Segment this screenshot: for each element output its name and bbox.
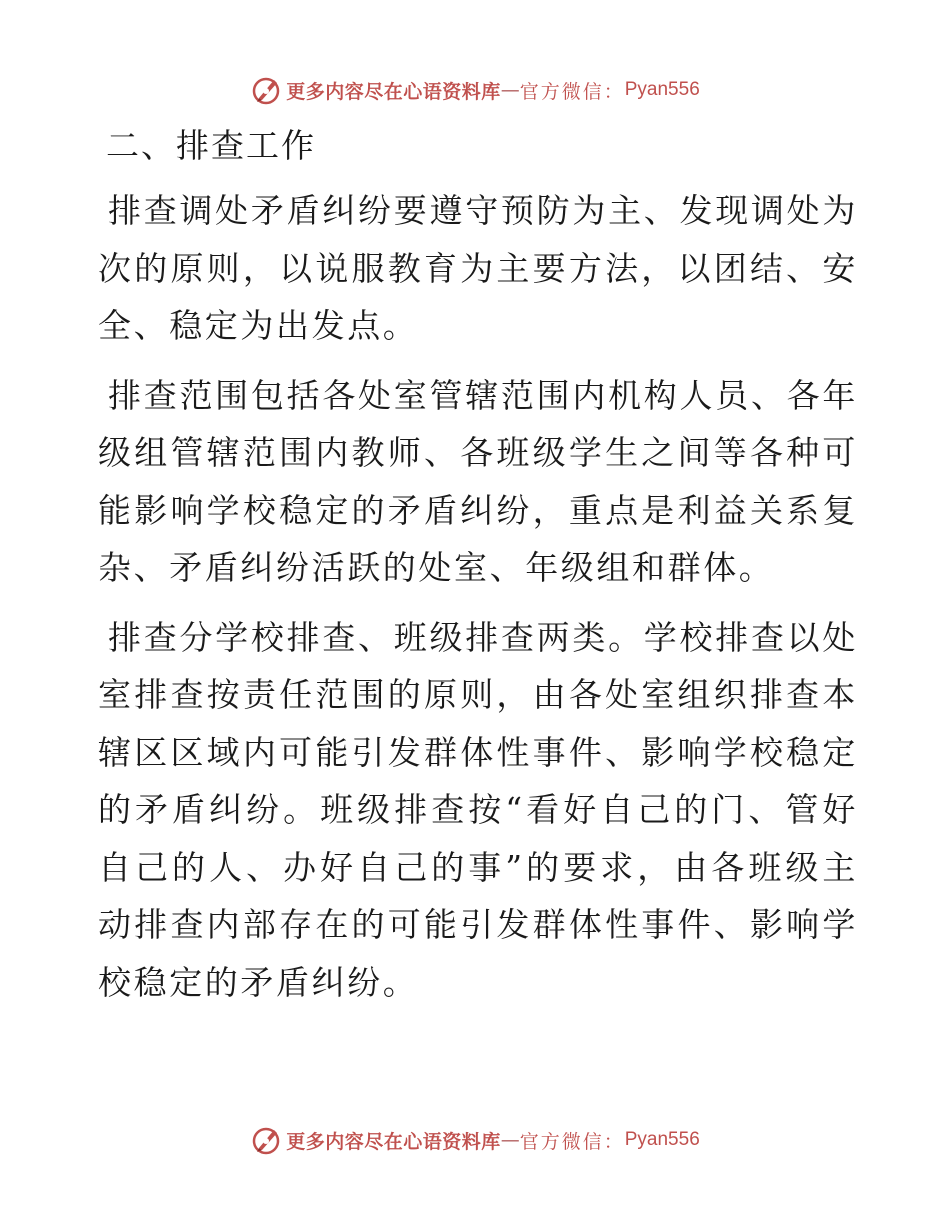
quill-pen-logo-icon: [250, 74, 282, 106]
paragraph-scope: 排查范围包括各处室管辖范围内机构人员、各年级组管辖范围内教师、各班级学生之间等各种可能影响学校稳定的矛盾纠纷，重点是利益关系复杂、矛盾纠纷活跃的处室、年级组和群体。: [98, 375, 858, 587]
footer-watermark-banner: [0, 1120, 950, 1160]
banner-text: 更多内容尽在心语资料库: [286, 1130, 501, 1153]
banner-wechat-id: Pyan556: [624, 1129, 700, 1150]
paragraph-categories: 排查分学校排查、班级排查两类。学校排查以处室排查按责任范围的原则，由各处室组织排查本辖区区域内可能引发群体性事件、影响学校稳定的矛盾纠纷。班级排查按“看好自己的门、管好自己的人、办好自己的事”的要求，由各班级主动排查内部存在的可能引发群体性事件、影响学校稳定的矛盾纠纷。: [98, 617, 858, 1002]
section-heading: 二、排查工作: [106, 126, 316, 165]
document-body: [98, 120, 858, 1023]
banner-label: 官方微信：: [519, 1130, 625, 1153]
banner-text: 更多内容尽在心语资料库: [286, 80, 501, 103]
banner-label: 官方微信：: [519, 80, 625, 103]
banner-separator: —: [500, 1129, 520, 1151]
header-watermark-banner: [0, 70, 950, 110]
banner-wechat-id: Pyan556: [624, 79, 700, 100]
quill-pen-logo-icon: [250, 1124, 282, 1156]
paragraph-principles: 排查调处矛盾纠纷要遵守预防为主、发现调处为次的原则，以说服教育为主要方法，以团结、安全、稳定为出发点。: [98, 191, 858, 345]
banner-separator: —: [500, 79, 520, 101]
